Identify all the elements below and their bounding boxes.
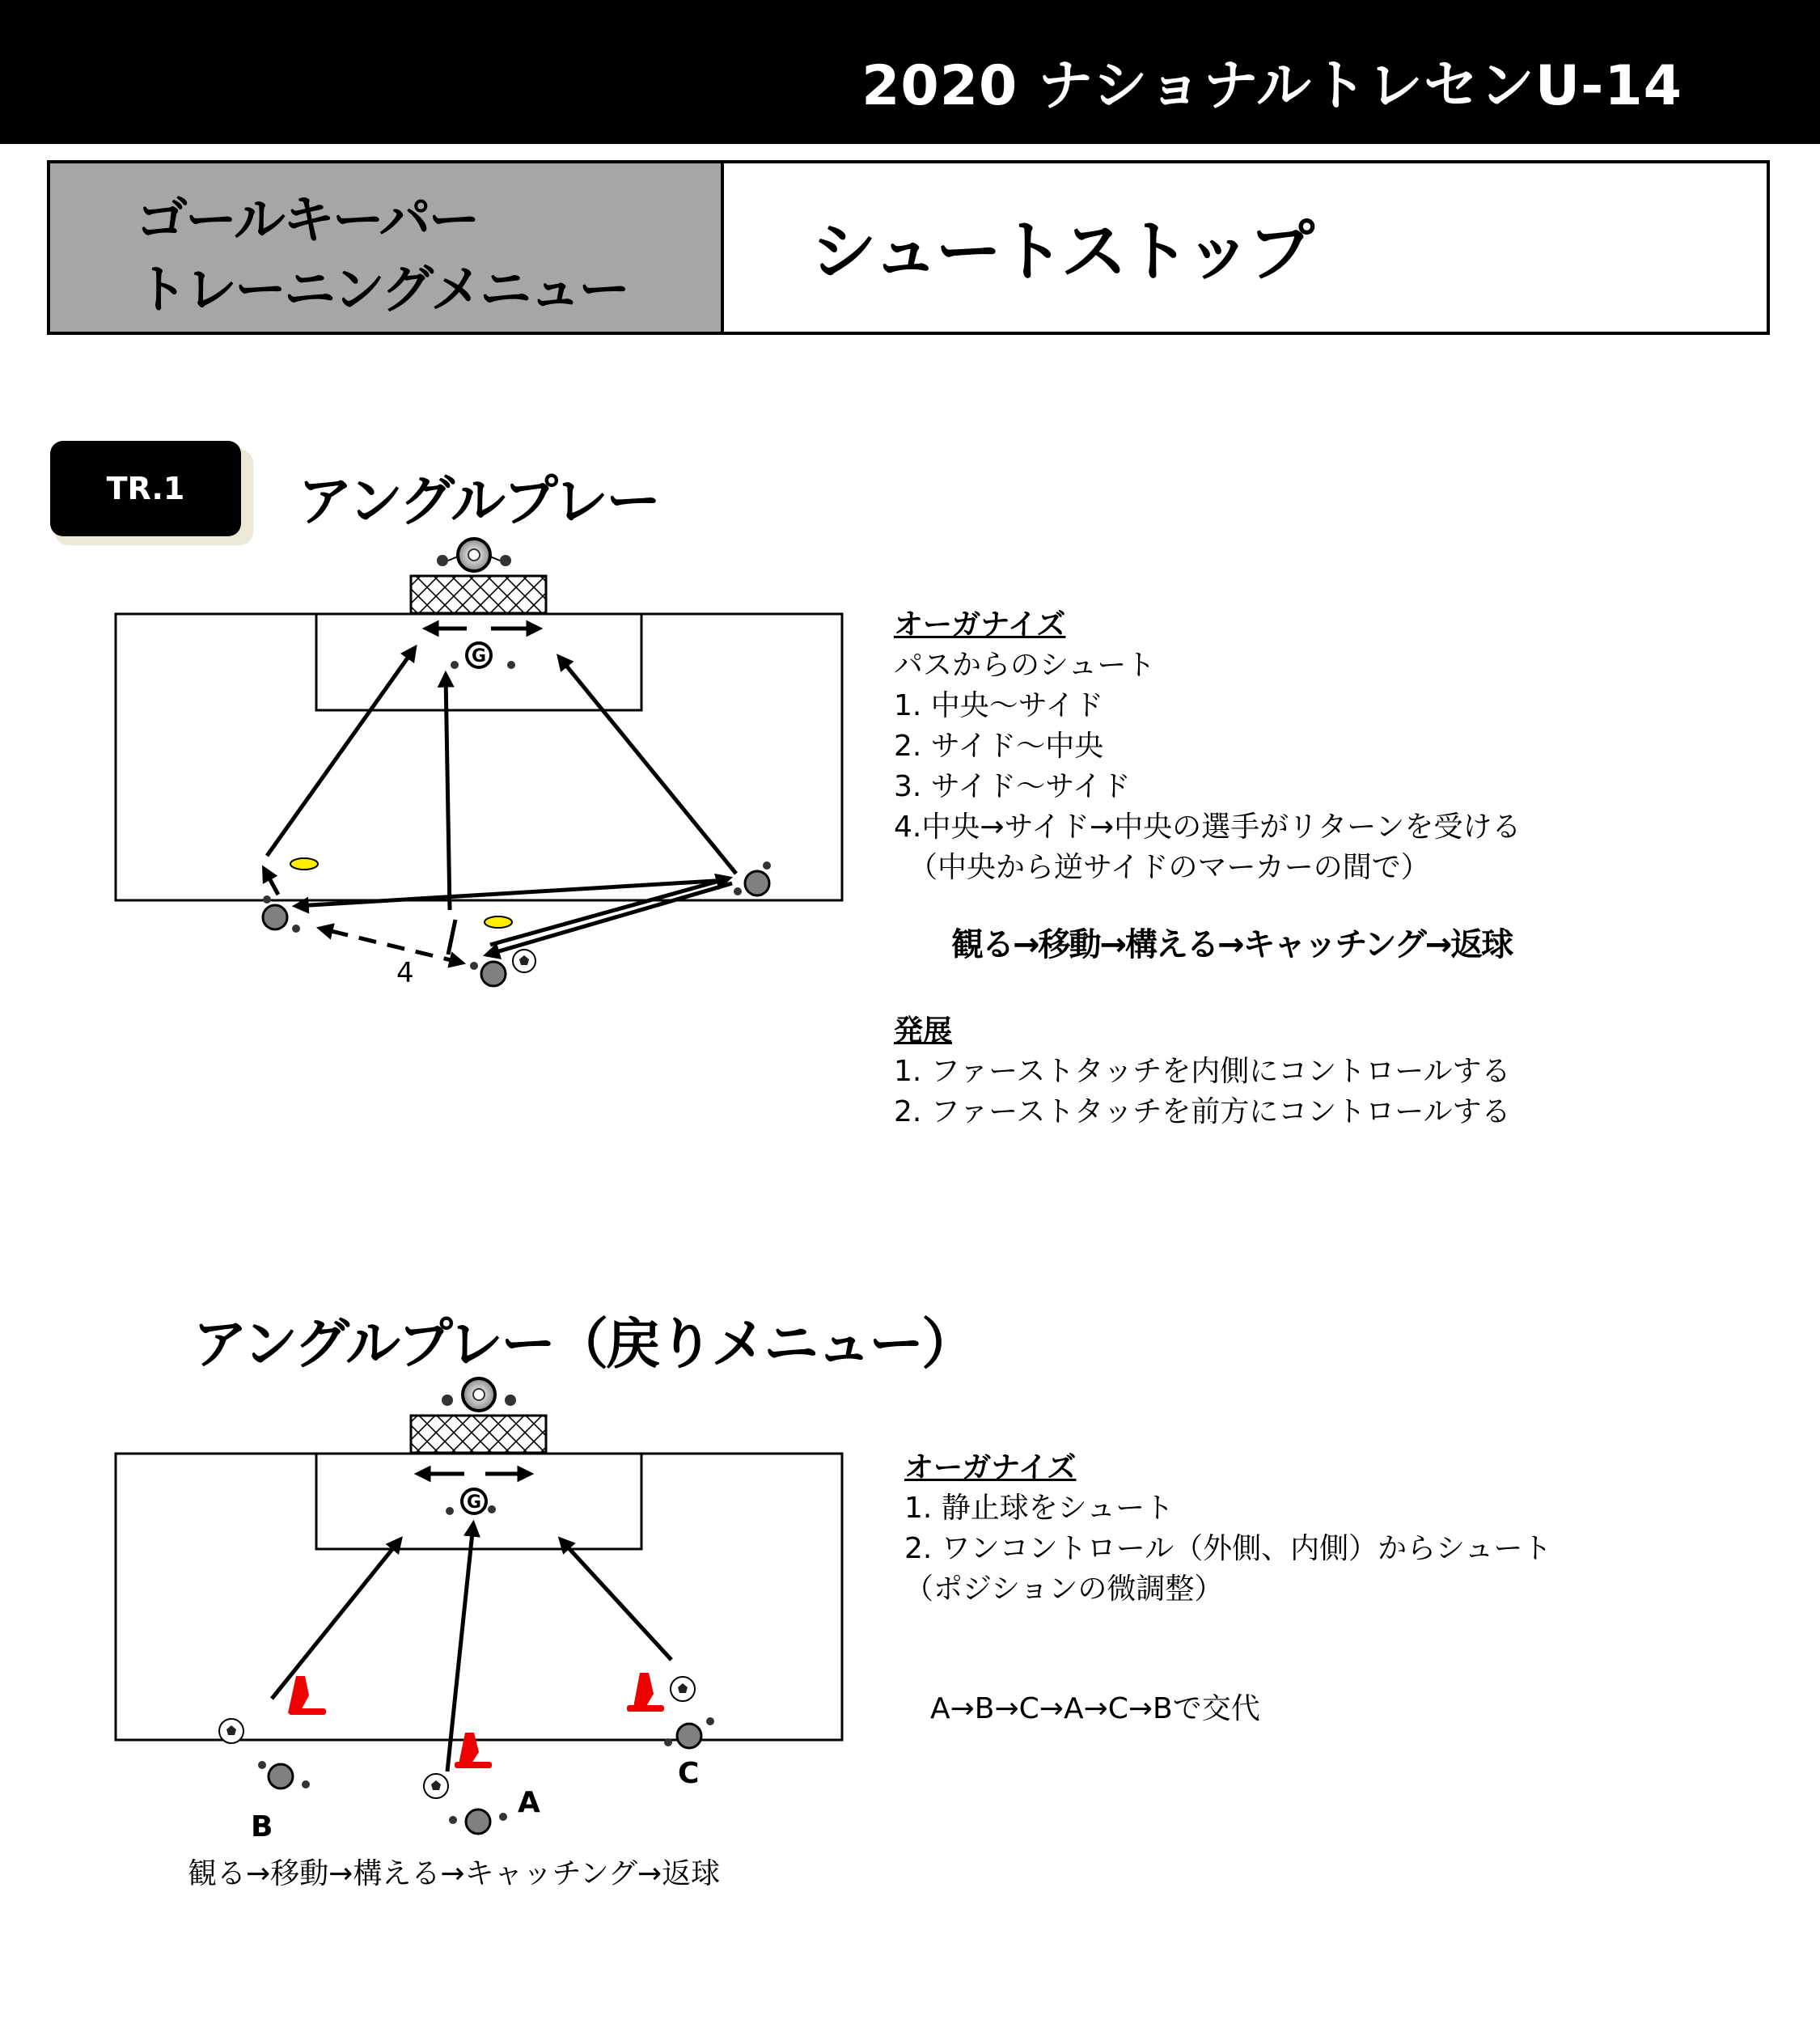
- tr1-title: アングルプレー: [298, 470, 659, 534]
- tr2-ball-left-icon: [219, 1719, 243, 1743]
- tr1-goalkeeper-icon: [451, 643, 515, 669]
- tr1-goal-net: [411, 576, 546, 613]
- tr2-player-b-icon: [258, 1761, 310, 1788]
- tr1-player-right-icon: [734, 861, 771, 895]
- tr2-goal-net: [411, 1416, 546, 1453]
- tr2-cone-left-icon: [288, 1676, 326, 1715]
- tr2-label-a: A: [518, 1786, 540, 1819]
- menu-category: ゴールキーパー トレーニングメニュー: [136, 191, 629, 320]
- svg-text:G: G: [466, 1492, 482, 1513]
- tr1-return-left-arrow: [265, 870, 278, 895]
- tr2-title: アングルプレー（戻りメニュー）: [193, 1313, 975, 1377]
- tr2-ball-right-icon: [671, 1677, 695, 1701]
- tr2-organize-line: 2. ワンコントロール（外側、内側）からシュート: [904, 1532, 1552, 1565]
- tr2-player-a-icon: [449, 1809, 507, 1834]
- tr2-flow-text: 観る→移動→構える→キャッチング→返球: [188, 1857, 721, 1890]
- tr2-shot-left-arrow: [272, 1540, 400, 1699]
- tr1-organize-block: [894, 605, 1521, 888]
- tr-badge: TR.1: [50, 441, 241, 536]
- tr1-organize-line: （中央から逆サイドのマーカーの間で）: [894, 851, 1430, 884]
- tr2-ball-center-icon: [424, 1774, 448, 1798]
- tr1-pass-label: 4: [396, 957, 414, 989]
- tr1-organize-line: 3. サイド～サイド: [894, 770, 1131, 803]
- tr2-coach-icon: [442, 1378, 516, 1411]
- tr1-shot-left-arrow: [267, 649, 414, 856]
- tr2-goalkeeper-icon: [446, 1489, 496, 1515]
- tr2-rotation-text: A→B→C→A→C→Bで交代: [930, 1692, 1260, 1725]
- tr2-cone-center-icon: [455, 1733, 492, 1768]
- tr2-field-diagram: [0, 1359, 874, 1860]
- tr1-development-line: 1. ファーストタッチを内側にコントロールする: [894, 1055, 1511, 1088]
- tr1-ball-icon: [513, 950, 535, 972]
- tr1-marker-left: [290, 858, 318, 870]
- header-bar: [0, 0, 1820, 144]
- tr1-organize-line: パスからのシュート: [894, 649, 1156, 682]
- tr1-dashed-pass-arrow: [321, 929, 461, 963]
- tr1-development-block: [894, 1011, 1511, 1132]
- tr1-player-center-icon: [470, 962, 506, 986]
- svg-text:G: G: [471, 646, 487, 667]
- tr1-organize-line: 1. 中央～サイド: [894, 689, 1104, 722]
- tr2-cone-right-icon: [627, 1673, 664, 1712]
- tr2-organize-line: 1. 静止球をシュート: [904, 1492, 1175, 1525]
- tr1-development-heading: 発展: [894, 1014, 953, 1048]
- tr1-shot-right-arrow: [560, 658, 736, 874]
- tr1-organize-heading: オーガナイズ: [894, 608, 1066, 641]
- header-title: 2020 ナショナルトレセンU-14: [861, 54, 1682, 118]
- tr1-run-arrow: [448, 920, 455, 954]
- tr2-organize-heading: オーガナイズ: [904, 1451, 1077, 1484]
- menu-category-panel: [50, 163, 724, 332]
- tr2-label-b: B: [251, 1810, 273, 1843]
- menu-title-box: [47, 160, 1770, 335]
- tr1-coach-icon: [437, 539, 511, 571]
- tr2-organize-block: [904, 1448, 1551, 1610]
- tr2-organize-line: （ポジションの微調整）: [904, 1572, 1224, 1606]
- tr1-organize-line: 2. サイド～中央: [894, 730, 1104, 763]
- tr1-marker-center: [485, 916, 512, 928]
- menu-topic: シュートストップ: [811, 214, 1312, 290]
- tr2-label-c: C: [678, 1757, 700, 1790]
- tr1-organize-line: 4.中央→サイド→中央の選手がリターンを受ける: [894, 811, 1522, 844]
- tr1-development-line: 2. ファーストタッチを前方にコントロールする: [894, 1095, 1511, 1128]
- tr1-field-diagram: [0, 518, 874, 1019]
- tr2-shot-right-arrow: [561, 1540, 671, 1660]
- tr1-flow-text: 観る→移動→構える→キャッチング→返球: [951, 926, 1513, 963]
- tr2-player-c-icon: [664, 1717, 714, 1748]
